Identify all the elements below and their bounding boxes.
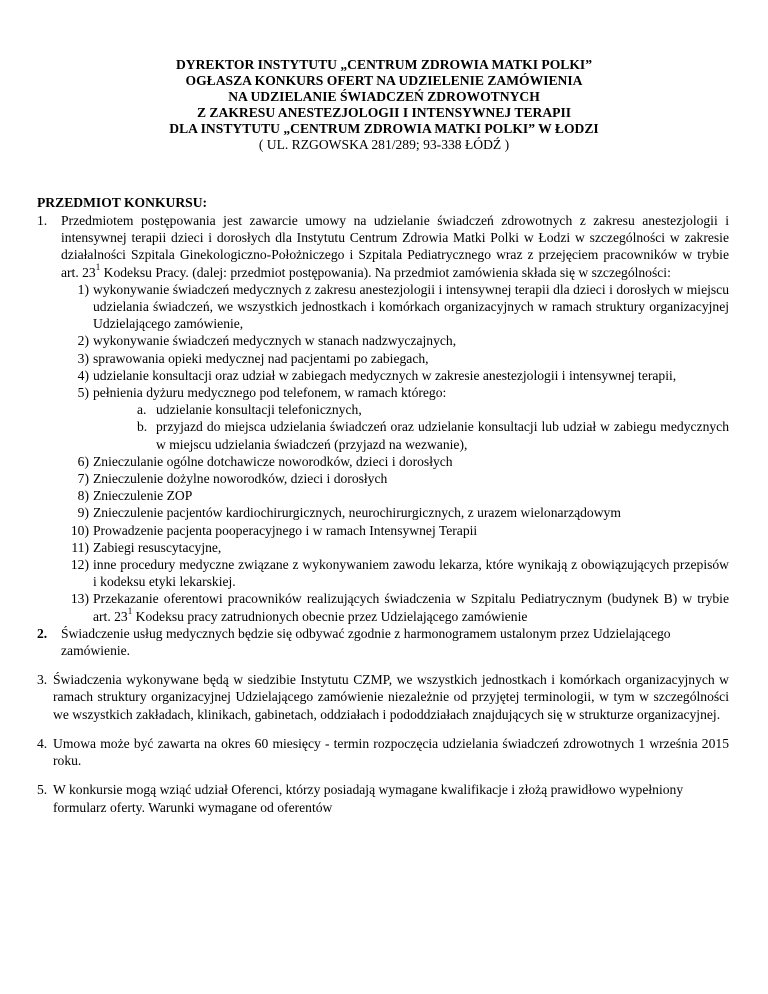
subitem-5 [61,384,729,401]
subitem-text: Zabiegi resuscytacyjne, [93,539,222,555]
item-3-text: Świadczenia wykonywane będą w siedzibie Instytutu CZMP, we wszystkich jednostkach i komórkach organizacyjnych w ramach struktury organizacyjnej Udzielającego zamówienie niezależnie od przyjętej terminologii, w tym w szczególności we wszystkich zakładach, klinikach, gabinetach, oddziałach i pododdziałach znajdujących się w strukturze organizacyjnej. [53,672,729,722]
subitem-4 [61,367,729,384]
superscript: 1 [127,606,133,617]
subitem-1 [61,281,729,333]
subitem-number: 10) [70,522,89,538]
item-5 [37,781,729,815]
subitem-text: sprawowania opieki medycznej nad pacjentami po zabiegach, [93,350,429,366]
item-text [61,212,729,281]
header-address: ( UL. RZGOWSKA 281/289; 93-338 ŁÓDŹ ) [258,137,510,152]
subitem-7 [61,470,729,487]
subitem-number: 11) [71,539,89,555]
subsubitem-text: przyjazd do miejsca udzielania świadczeń oraz udzielanie konsultacji lub udział w zabiegu medycznych w miejscu udzielania świadczeń (przyjazd na wezwanie), [156,419,729,452]
subsubitem-letter: b. [137,419,148,435]
header-line-4: Z ZAKRESU ANESTEZJOLOGII I INTENSYWNEJ TERAPII [196,105,572,120]
subitem-text: Znieczulenie dożylne noworodków, dzieci i dorosłych [93,471,388,487]
subitem-text: inne procedury medyczne związane z wykonywaniem zawodu lekarza, które wynikają z obowiązujących przepisów i kodeksu etyki lekarskiej. [93,557,729,590]
subsubitem-a [137,401,729,418]
subitem-13 [61,590,729,624]
subitem-number: 2) [77,333,89,349]
item-text: Świadczenie usług medycznych będzie się odbywać zgodnie z harmonogramem ustalonym przez Udzielającego zamówienie. [61,625,671,659]
item-number: 1. [37,213,48,228]
section-title: PRZEDMIOT KONKURSU: [37,195,208,210]
subitem-text: Znieczulenie ZOP [93,488,193,504]
item-text [53,671,729,723]
subitem-text: udzielanie konsultacji oraz udział w zabiegach medycznych w zakresie anestezjologii i intensywnej terapii, [93,367,677,383]
subitem-number: 13) [70,591,89,607]
subitem-number: 1) [77,281,89,297]
subsubitem-b [137,418,729,452]
subitem-number: 4) [77,367,89,383]
subitem-text: wykonywanie świadczeń medycznych w stanach nadzwyczajnych, [93,333,457,349]
subitem-11 [61,539,729,556]
subsubitem-text: udzielanie konsultacji telefonicznych, [156,402,362,418]
subitem-13-text-b: Kodeksu pracy zatrudnionych obecnie przez Udzielającego zamówienie [132,608,528,624]
subitem-9 [61,504,729,521]
header-line-5: DLA INSTYTUTU „CENTRUM ZDROWIA MATKI POLKI” W ŁODZI [169,121,599,136]
subitem-3 [61,350,729,367]
superscript: 1 [95,262,101,273]
subitem-8 [61,487,729,504]
item-text [53,735,729,769]
item-1-text-a: Przedmiotem postępowania jest zawarcie umowy na udzielanie świadczeń zdrowotnych z zakresu anestezjologii i intensywnej terapii dzieci i dorosłych dla Instytutu Centrum Zdrowia Matki Polki w Łodzi w szczególności w zakresie działalności Szpitala Ginekologiczno-Położniczego i Szpitala Pediatrycznego wraz z przejęciem pracowników w trybie art. 23 [61,213,729,280]
subitem-number: 8) [77,488,89,504]
item-text [53,781,729,815]
subitem-number: 6) [77,453,89,469]
document-body [37,212,729,816]
subitem-12 [61,556,729,590]
subitem-13-text-a: Przekazanie oferentowi pracowników realizujących świadczenia w Szpitalu Pediatrycznym (budynek B) w trybie art. 23 [93,591,729,624]
header-line-1: DYREKTOR INSTYTUTU „CENTRUM ZDROWIA MATKI POLKI” [175,57,593,72]
subitem-2 [61,332,729,349]
subitem-text: Znieczulenie pacjentów kardiochirurgicznych, neurochirurgicznych, z urazem wielonarządowym [93,505,621,521]
item-4-text: Umowa może być zawarta na okres 60 miesięcy - termin rozpoczęcia udzielania świadczeń zdrowotnych 1 września 2015 roku. [53,735,729,769]
header-line-2: OGŁASZA KONKURS OFERT NA UDZIELENIE ZAMÓWIENIA [185,73,583,88]
subitem-text: pełnienia dyżuru medycznego pod telefonem, w ramach którego: [93,385,447,401]
subitem-number: 3) [77,350,89,366]
subitem-number: 9) [77,505,89,521]
item-5-text: W konkursie mogą wziąć udział Oferenci, którzy posiadają wymagane kwalifikacje i złożą prawidłowo wypełniony formularz oferty. Warunki wymagane od oferentów [53,782,684,815]
item-number: 2. [37,625,48,641]
subitem-number: 12) [70,557,89,573]
item-1-text-b: Kodeksu Pracy. (dalej: przedmiot postępowania). Na przedmiot zamówienia składa się w szczególności: [100,264,671,280]
subitem-text: wykonywanie świadczeń medycznych z zakresu anestezjologii i intensywnej terapii dla dzieci i dorosłych w miejscu udzielania świadczeń, we wszystkich jednostkach i komórkach organizacyjnych w ramach struktury organizacyjnej Udzielającego zamówienie, [93,281,729,332]
subitem-text: Znieczulanie ogólne dotchawicze noworodków, dzieci i dorosłych [93,453,453,469]
subitem-number: 5) [77,385,89,401]
subitem-6 [61,453,729,470]
subitem-number: 7) [77,471,89,487]
subitem-10 [61,522,729,539]
item-1 [37,212,729,281]
item-number: 5. [37,782,48,798]
item-number: 3. [37,672,48,688]
item-3 [37,671,729,723]
item-4 [37,735,729,769]
subitem-text [93,590,729,624]
subitem-text: Prowadzenie pacjenta pooperacyjnego i w ramach Intensywnej Terapii [93,522,478,538]
announcement-header [0,57,768,153]
header-line-3: NA UDZIELANIE ŚWIADCZEŃ ZDROWOTNYCH [228,89,540,104]
subsubitem-letter: a. [137,402,147,418]
item-2 [37,625,729,659]
item-number: 4. [37,735,48,751]
